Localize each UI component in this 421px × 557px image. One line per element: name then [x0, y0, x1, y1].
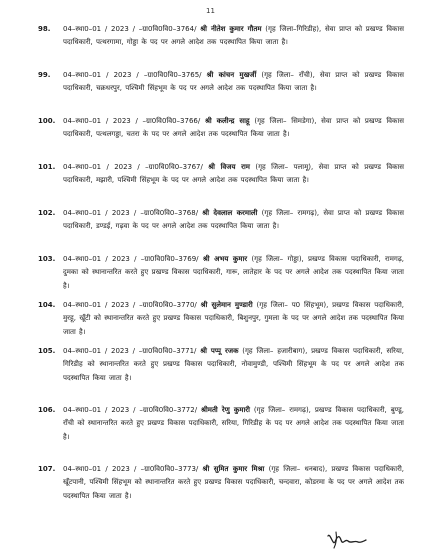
memo-code: 04–स्था0–01 / 2023 / –ग्रा0वि0वि0–3766/ [63, 117, 201, 125]
memo-code: 04–स्था0–01 / 2023 / –ग्रा0वि0वि0–3769/ [63, 255, 199, 263]
order-entry [0, 404, 421, 463]
memo-code: 04–स्था0–01 / 2023 / –ग्रा0वि0वि0–3765/ [63, 71, 202, 79]
order-entry [0, 161, 421, 207]
memo-code: 04–स्था0–01 / 2023 / –ग्रा0वि0वि0–3772/ [63, 406, 198, 414]
entry-number: 107. [38, 465, 56, 473]
officer-name: श्री सुमित कुमार मिश्रा [202, 465, 265, 473]
posting-details: (गृह जिला– पलामू), सेवा प्राप्त को प्रखण्ड विकास पदाधिकारी, मझारी, पश्चिमी सिंहभूम के पद पर अगले आदेश तक पदस्थापित किया जाता है। [63, 163, 405, 185]
entry-text [63, 23, 404, 50]
entry-text [63, 345, 404, 385]
entry-number: 106. [38, 406, 56, 414]
order-entry [0, 299, 421, 345]
officer-name: श्रीमती रेणु कुमारी [200, 406, 250, 414]
order-entry [0, 115, 421, 161]
posting-details: (गृह जिला– हजारीबाग), प्रखण्ड विकास पदाधिकारी, सरिया, गिरिडीह को स्थानान्तरित करते हुए प्रखण्ड विकास पदाधिकारी, नोवामुण्डी, पश्चिमी सिंहभूम के पद पर अगले आदेश तक पदस्थापित किया जाता है। [63, 347, 404, 382]
officer-name: श्री नीतेश कुमार गौतम [200, 25, 262, 33]
posting-details: (गृह जिला– सिमडेगा), सेवा प्राप्त को प्रखण्ड विकास पदाधिकारी, पत्थलगड्डा, चतरा के पद पर अगले आदेश तक पदस्थापित किया जाता है। [63, 117, 404, 139]
entry-text [63, 69, 404, 96]
entry-text [63, 207, 404, 234]
officer-name: श्री देवलाल करमाली [202, 209, 258, 217]
entry-text [63, 463, 404, 503]
posting-details: (गृह जिला–गिरिडीह), सेवा प्राप्त को प्रखण्ड विकास पदाधिकारी, पत्थरगामा, गोड्डा के पद पर अगले आदेश तक पदस्थापित किया जाता है। [63, 25, 404, 47]
entry-number: 100. [38, 117, 56, 125]
order-entry [0, 345, 421, 404]
memo-code: 04–स्था0–01 / 2023 / –ग्रा0वि0वि0–3771/ [63, 347, 197, 355]
entry-text [63, 253, 404, 293]
order-entry [0, 69, 421, 115]
posting-details: (गृह जिला– रामगढ़), सेवा प्राप्त को प्रखण्ड विकास पदाधिकारी, डण्डई, गढ़वा के पद पर अगले आदेश तक पदस्थापित किया जाता है। [63, 209, 404, 231]
posting-details: (गृह जिला– गोड्डा), प्रखण्ड विकास पदाधिकारी, रामगढ़, दुमका को स्थानान्तरित करते हुए प्रखण्ड विकास पदाधिकारी, गारू, लातेहार के पद पर अगले आदेश तक पदस्थापित किया जाता है। [63, 255, 404, 290]
posting-details: (गृह जिला– रामगढ़), प्रखण्ड विकास पदाधिकारी, बुण्डू, राँची को स्थानान्तरित करते हुए प्रखण्ड विकास पदाधिकारी, सरिया, गिरिडीह के पद पर अगले आदेश तक पदस्थापित किया जाता है। [63, 406, 404, 441]
order-entry [0, 207, 421, 253]
order-entry [0, 23, 421, 69]
entry-number: 99. [38, 71, 51, 79]
officer-name: श्री अभय कुमार [202, 255, 248, 263]
entry-number: 98. [38, 25, 51, 33]
entry-text [63, 115, 404, 142]
entry-number: 103. [38, 255, 56, 263]
signature-scribble [324, 528, 368, 552]
memo-code: 04–स्था0–01 / 2023 / –ग्रा0वि0वि0–3764/ [63, 25, 197, 33]
entry-text [63, 161, 404, 188]
posting-details: (गृह जिला– प0 सिंहभूम), प्रखण्ड विकास पदाधिकारी, मुरहू, खूँटी को स्थानान्तरित करते हुए प्रखण्ड विकास पदाधिकारी, बिशुनपुर, गुमला के पद पर अगले आदेश तक पदस्थापित किया जाता है। [63, 301, 404, 336]
memo-code: 04–स्था0–01 / 2023 / –ग्रा0वि0वि0–3767/ [63, 163, 203, 171]
entry-number: 104. [38, 301, 56, 309]
officer-name: श्री सुलेमान मुण्डारी [200, 301, 253, 309]
posting-details: (गृह जिला– राँची), सेवा प्राप्त को प्रखण्ड विकास पदाधिकारी, चक्रधरपुर, पश्चिमी सिंहभूम के पद पर अगले आदेश तक पदस्थापित किया जाता है। [63, 71, 404, 93]
entry-text [63, 404, 404, 444]
memo-code: 04–स्था0–01 / 2023 / –ग्रा0वि0वि0–3770/ [63, 301, 197, 309]
officer-name: श्री कलीन्द्र साहू [204, 117, 250, 125]
signature [324, 528, 368, 552]
officer-name: श्री पप्पू रजक [200, 347, 239, 355]
memo-code: 04–स्था0–01 / 2023 / –ग्रा0वि0वि0–3768/ [63, 209, 199, 217]
order-entry [0, 463, 421, 522]
officer-name: श्री विजय राम [208, 163, 250, 171]
entry-text [63, 299, 404, 339]
memo-code: 04–स्था0–01 / 2023 / –ग्रा0वि0वि0–3773/ [63, 465, 199, 473]
order-entry [0, 253, 421, 299]
entry-number: 101. [38, 163, 56, 171]
entry-number: 105. [38, 347, 56, 355]
posting-details: (गृह जिला– धनबाद), प्रखण्ड विकास पदाधिकारी, खूँटपानी, पश्चिमी सिंहभूम को स्थानान्तरित करते हुए प्रखण्ड विकास पदाधिकारी, चन्दवारा, कोडरमा के पद पर अगले आदेश तक पदस्थापित किया जाता है। [63, 465, 404, 500]
entry-number: 102. [38, 209, 56, 217]
officer-name: श्री कांचन मुखर्जी [206, 71, 257, 79]
page-number: 11 [206, 7, 215, 15]
order-list [0, 23, 421, 522]
